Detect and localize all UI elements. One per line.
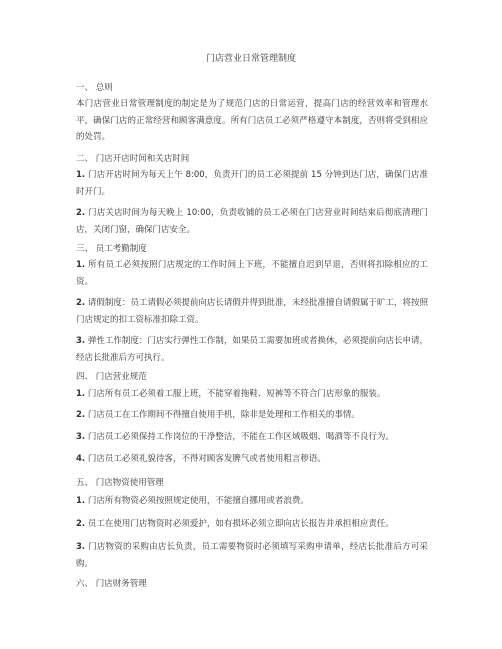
paragraph-text: 门店所有员工必须着工服上班，不能穿着拖鞋、短裤等不符合门店形象的服装。 [85, 389, 386, 399]
paragraph-text: 门店物资的采购由店长负责，员工需要物资时必须填写采购申请单，经店长批准后方可采购。 [76, 542, 428, 569]
paragraph-text: 弹性工作制度：门店实行弹性工作制，如果员工需要加班或者换休，必须提前向店长申请，经店长批准后方可执行。 [76, 336, 428, 363]
paragraph-text: 员工在使用门店物资时必须爱护，如有损坏必须立即向店长报告并承担相应责任。 [85, 519, 394, 529]
section-heading: 二、 门店开店时间和关店时间 [76, 154, 190, 164]
item-number: 1. [76, 496, 86, 506]
item-number: 3. [76, 542, 86, 552]
item-number: 4. [76, 454, 86, 464]
paragraph-text: 门店员工必须保持工作岗位的干净整洁，不能在工作区域吸烟、喝酒等不良行为。 [85, 432, 394, 442]
paragraph-text: 门店所有物资必须按照规定使用，不能擅自挪用或者浪费。 [85, 496, 309, 506]
paragraph [76, 407, 428, 424]
paragraph-text: 门店员工必须礼貌待客，不得对顾客发脾气或者使用粗言秽语。 [85, 454, 326, 464]
paragraph-text: 所有员工必须按照门店规定的工作时间上下班，不能擅自迟到早退，否则将扣除相应的工资。 [76, 260, 428, 287]
section-heading: 四、 门店营业规范 [76, 372, 147, 382]
paragraph [76, 333, 428, 366]
paragraph [76, 539, 428, 572]
item-number: 1. [76, 260, 86, 270]
paragraph [76, 386, 428, 403]
item-number: 3. [76, 336, 86, 346]
item-number: 1. [76, 389, 86, 399]
item-number: 2. [76, 298, 86, 308]
item-number: 2. [76, 208, 86, 218]
paragraph-text: 门店关店时间为每天晚上 10:00，负责收铺的员工必须在门店营业时间结束后彻底清理门店，关闭门窗，确保门店安全。 [76, 208, 428, 235]
paragraph [76, 257, 428, 290]
paragraph-text: 请假制度：员工请假必须提前向店长请假并得到批准，未经批准擅自请假属于旷工，将按照门店规定的扣工资标准扣除工资。 [76, 298, 428, 325]
item-number: 1. [76, 170, 86, 180]
item-number: 2. [76, 410, 86, 420]
item-number: 3. [76, 432, 86, 442]
paragraph [76, 516, 428, 533]
section-heading: 一、 总则 [76, 83, 113, 93]
paragraph [76, 295, 428, 328]
paragraph-text: 本门店营业日常管理制度的制定是为了规范门店的日常运营，提高门店的经营效率和管理水平，确保门店的正常经营和顾客满意度。所有门店员工必须严格遵守本制度，否则将受到相应的处罚。 [76, 99, 428, 142]
paragraph-text: 门店员工在工作期间不得擅自使用手机，除非是处理和工作相关的事情。 [85, 410, 360, 420]
paragraph [76, 167, 428, 200]
paragraph [76, 429, 428, 446]
section-heading: 五、 门店物资使用管理 [76, 478, 164, 488]
paragraph [76, 493, 428, 510]
paragraph [76, 451, 428, 468]
document-title: 门店营业日常管理制度 [205, 54, 296, 64]
item-number: 2. [76, 519, 86, 529]
section-heading: 三、 员工考勤制度 [76, 244, 147, 254]
paragraph-text: 门店开店时间为每天上午 8:00，负责开门的员工必须提前 15 分钟到达门店，确保门店准时开门。 [76, 170, 428, 197]
paragraph [76, 205, 428, 238]
section-heading: 六、 门店财务管理 [76, 579, 147, 589]
paragraph [76, 96, 428, 146]
